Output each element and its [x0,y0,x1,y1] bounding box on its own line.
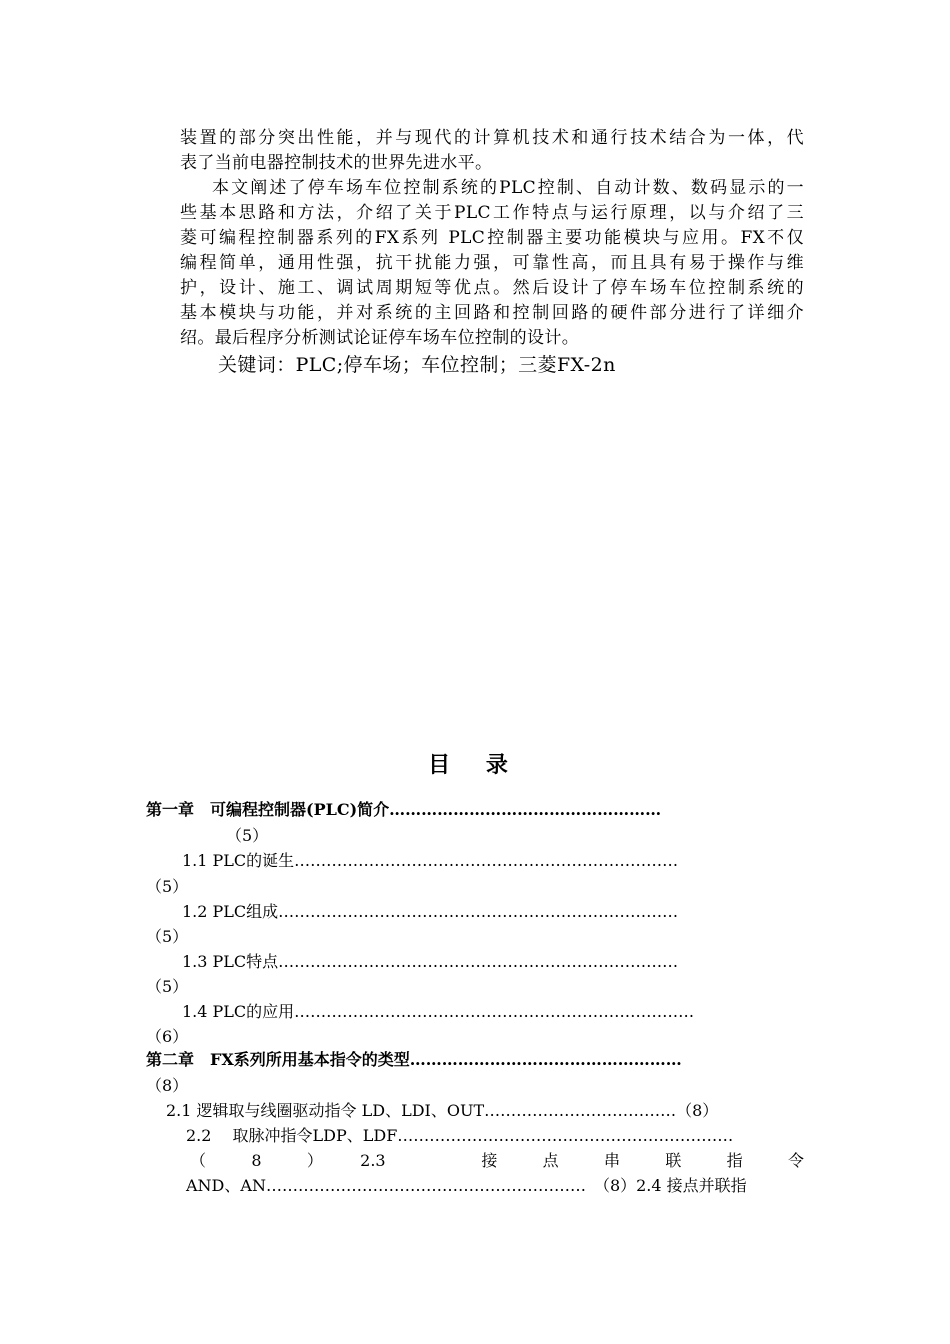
abstract-line: 绍。最后程序分析测试论证停车场车位控制的设计。 [180,328,580,348]
toc-section-2-3[interactable]: （ 8 ） 2.3 接 点 串 联 指 令 [190,1151,804,1170]
abstract-line: 本文阐述了停车场车位控制系统的PLC控制、自动计数、数码显示的一 [212,178,804,198]
toc-section-1-2[interactable]: 1.2 PLC组成………………………………………………………………… [182,902,679,921]
toc-section-1-4[interactable]: 1.4 PLC的应用………………………………………………………………… [182,1002,695,1021]
keywords: 关键词：PLC;停车场；车位控制；三菱FX-2n [218,354,616,376]
toc-section-2-2[interactable]: 2.2 取脉冲指令LDP、LDF……………………………………………………… [186,1126,734,1145]
toc-page-number: （8） [146,1076,189,1095]
toc-page-number: （5） [146,977,189,996]
abstract-line: 装置的部分突出性能，并与现代的计算机技术和通行技术结合为一体，代 [180,128,804,148]
toc-page-number: （5） [226,826,269,845]
abstract-line: 基本模块与功能，并对系统的主回路和控制回路的硬件部分进行了详细介 [180,303,804,323]
toc-section-1-3[interactable]: 1.3 PLC特点………………………………………………………………… [182,952,679,971]
toc-chapter-2[interactable]: 第二章 FX系列所用基本指令的类型…………………………………………… [146,1050,682,1069]
abstract-line: 些基本思路和方法，介绍了关于PLC工作特点与运行原理，以与介绍了三 [180,203,804,223]
toc-section-2-3-tail[interactable]: AND、AN…………………………………………………… （8）2.4 接点并联指 [186,1176,747,1195]
abstract-line: 菱可编程控制器系列的FX系列 PLC控制器主要功能模块与应用。FX不仅 [180,228,804,248]
abstract-line: 护，设计、施工、调试周期短等优点。然后设计了停车场车位控制系统的 [180,278,804,298]
toc-title: 目 录 [428,752,522,778]
toc-page-number: （5） [146,927,189,946]
toc-chapter-1[interactable]: 第一章 可编程控制器(PLC)简介…………………………………………… [146,800,662,819]
toc-section-2-1[interactable]: 2.1 逻辑取与线圈驱动指令 LD、LDI、OUT………………………………（8） [166,1101,719,1120]
abstract-line: 表了当前电器控制技术的世界先进水平。 [180,153,493,173]
toc-page-number: （5） [146,877,189,896]
toc-section-1-1[interactable]: 1.1 PLC的诞生……………………………………………………………… [182,851,679,870]
toc-page-number: （6） [146,1027,189,1046]
abstract-line: 编程简单，通用性强，抗干扰能力强，可靠性高，而且具有易于操作与维 [180,253,804,273]
